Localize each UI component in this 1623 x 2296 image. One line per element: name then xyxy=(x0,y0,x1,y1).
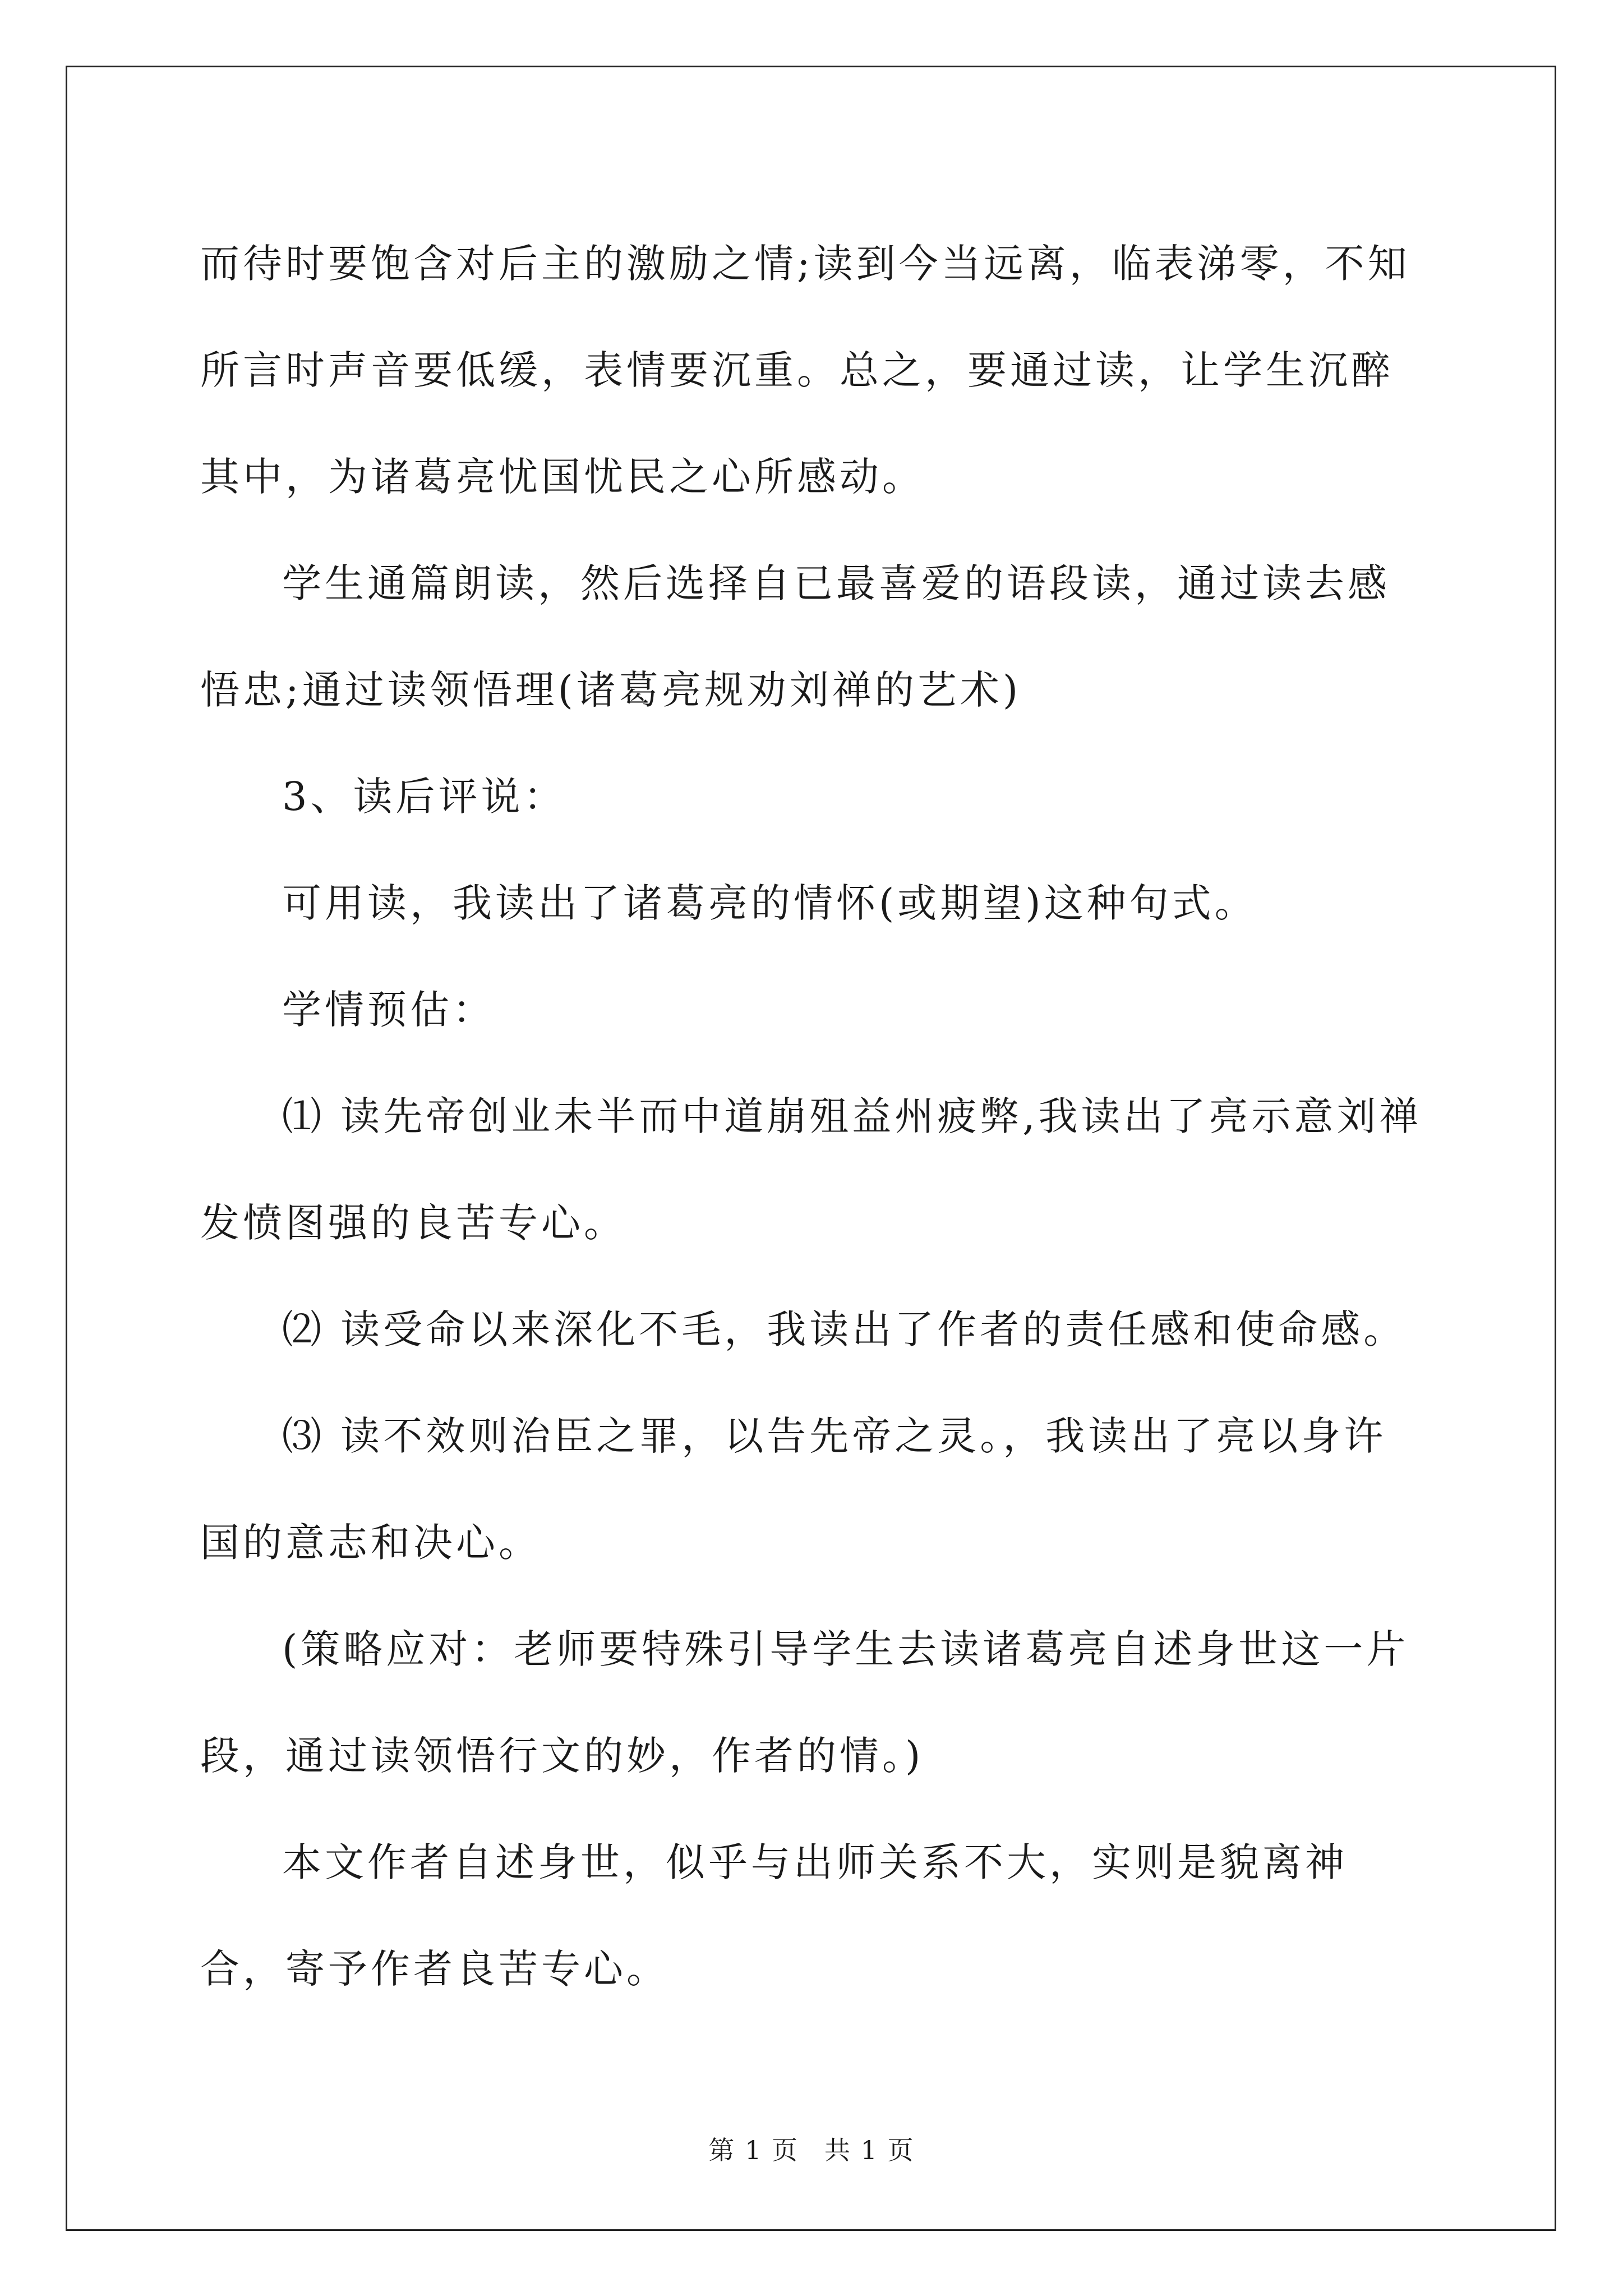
paragraph-10: 本文作者自述身世，似乎与出师关系不大，实则是貌离神合，寄予作者良苦专心。 xyxy=(200,1839,1348,1992)
document-body xyxy=(200,210,1428,2022)
paragraph-3: 3、读后评说： xyxy=(282,774,566,820)
page-number: 第 1 页 xyxy=(708,2135,799,2165)
paragraph-6: ⑴ 读先帝创业未半而中道崩殂益州疲弊,我读出了亮示意刘禅发愤图强的良苦专心。 xyxy=(200,1093,1422,1246)
paragraph-5: 学情预估： xyxy=(282,987,495,1033)
paragraph-1: 而待时要饱含对后主的激励之情;读到今当远离，临表涕零，不知所言时声音要低缓，表情要沉重。总之，要通过读，让学生沉醉其中，为诸葛亮忧国忧民之心所感动。 xyxy=(200,241,1410,500)
page-footer xyxy=(0,2133,1623,2167)
paragraph-7: ⑵ 读受命以来深化不毛，我读出了作者的责任感和使命感。 xyxy=(282,1306,1407,1352)
paragraph-2: 学生通篇朗读，然后选择自已最喜爱的语段读，通过读去感悟忠;通过读领悟理(诸葛亮规劝刘禅的艺术) xyxy=(200,560,1390,713)
page-total: 共 1 页 xyxy=(824,2135,915,2165)
paragraph-9: (策略应对：老师要特殊引导学生去读诸葛亮自述身世这一片段，通过读领悟行文的妙，作者的情。) xyxy=(200,1626,1409,1779)
paragraph-4: 可用读，我读出了诸葛亮的情怀(或期望)这种句式。 xyxy=(282,880,1257,926)
paragraph-8: ⑶ 读不效则治臣之罪，以告先帝之灵。，我读出了亮以身许国的意志和决心。 xyxy=(200,1413,1387,1566)
